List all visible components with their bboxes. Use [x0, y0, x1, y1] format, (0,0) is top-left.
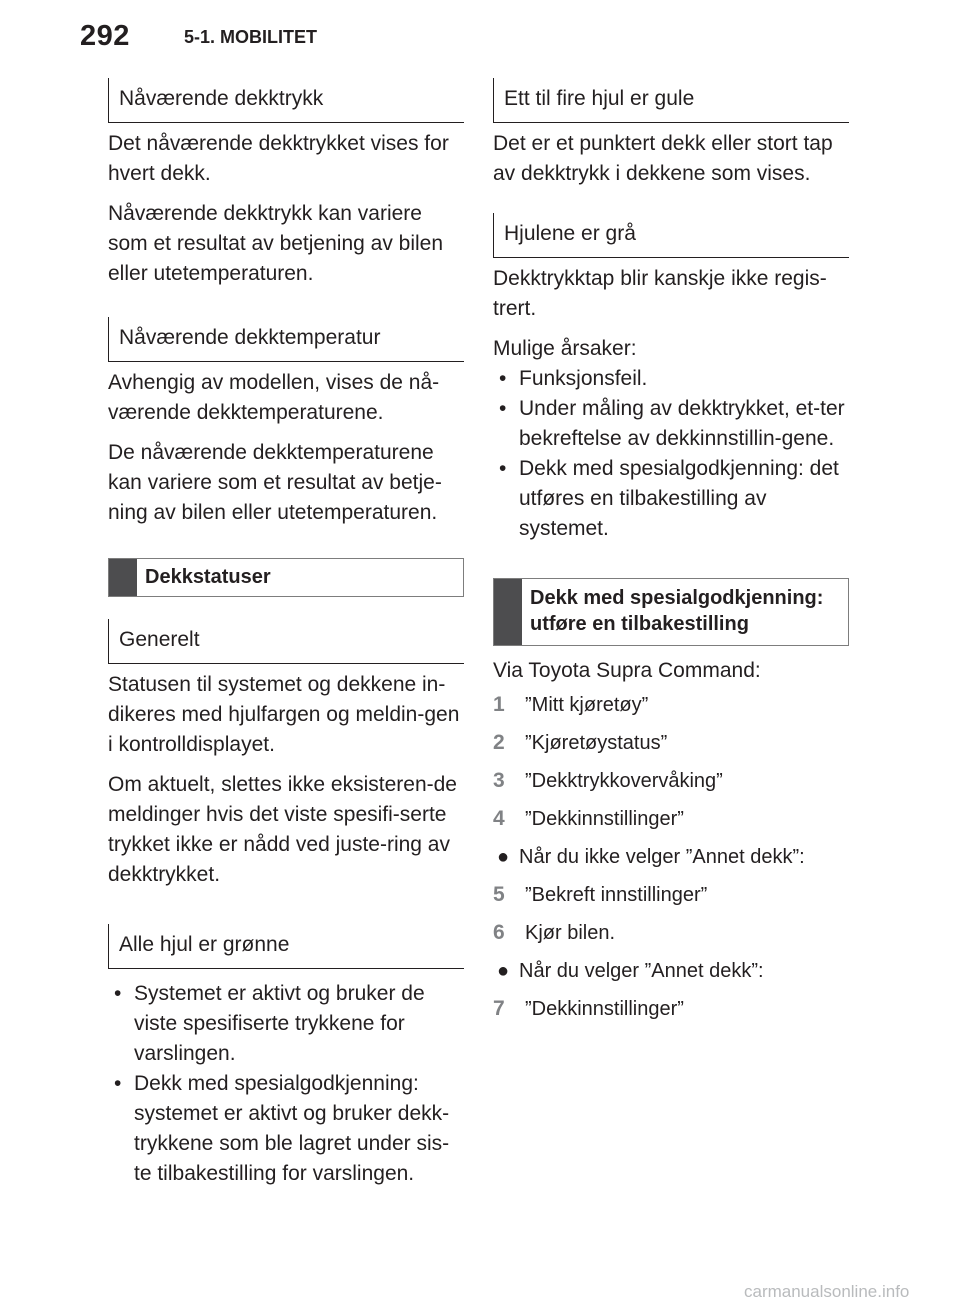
step-text: ”Dekktrykkovervåking”: [525, 770, 723, 792]
step-number: 6: [493, 921, 505, 944]
step-number: 7: [493, 997, 505, 1020]
step-text: ”Dekkinnstillinger”: [525, 998, 684, 1020]
step-number: 4: [493, 807, 505, 830]
step-condition: [493, 842, 849, 872]
step-item: [493, 766, 849, 796]
left-column: [108, 76, 464, 1189]
step-number: 3: [493, 769, 505, 792]
section-heading-reset: [493, 578, 849, 646]
step-item: [493, 880, 849, 910]
section-heading-label: Dekk med spesialgodkjenning: utføre en tilbakestilling: [530, 587, 824, 635]
paragraph: Nåværende dekktrykk kan variere som et resultat av betjening av bilen eller utetemperaturen.: [108, 202, 444, 285]
step-item: [493, 690, 849, 720]
subheading-general: Generelt: [108, 619, 464, 664]
paragraph: De nåværende dekktemperaturene kan variere som et resultat av betje-ning av bilen eller utetemperaturen.: [108, 441, 442, 524]
subheading-yellow-wheels: Ett til fire hjul er gule: [493, 78, 849, 123]
paragraph: Om aktuelt, slettes ikke eksisteren-de meldinger hvis det viste spesifi-serte trykket ikke er nådd ved juste-ring av dekktrykket.: [108, 773, 457, 886]
bullet-list: [108, 979, 464, 1189]
step-text: Kjør bilen.: [525, 922, 616, 944]
paragraph: Avhengig av modellen, vises de nå-værende dekktemperaturene.: [108, 371, 440, 424]
section-heading-tire-status: [108, 558, 464, 597]
bullet-list-causes: [493, 364, 849, 544]
step-text: ”Dekkinnstillinger”: [525, 808, 684, 830]
step-list: [493, 690, 849, 1024]
list-item: • Dekk med spesialgodkjenning: systemet er aktivt og bruker dekk-trykkene som ble lagret under sis-te tilbakestilling for varslingen.: [108, 1069, 464, 1189]
step-text: ”Bekreft innstillinger”: [525, 884, 708, 906]
bullet-dot-icon: ●: [497, 846, 510, 868]
step-text: Når du ikke velger ”Annet dekk”:: [519, 846, 805, 868]
paragraph: Dekktrykktap blir kanskje ikke regis-trert.: [493, 267, 827, 320]
paragraph: Via Toyota Supra Command:: [493, 659, 761, 682]
list-item: • Dekk med spesialgodkjenning: det utføres en tilbakestilling av systemet.: [493, 454, 849, 544]
step-number: 2: [493, 731, 505, 754]
page-number: 292: [80, 20, 130, 52]
right-column: [493, 76, 849, 1024]
section-marker: [494, 579, 522, 645]
watermark: carmanualsonline.info: [744, 1282, 910, 1301]
bullet-dot-icon: ●: [497, 960, 510, 982]
step-condition: [493, 956, 849, 986]
chapter-title: 5-1. MOBILITET: [184, 27, 318, 47]
paragraph: Det nåværende dekktrykket vises for hvert dekk.: [108, 132, 449, 185]
step-item: [493, 728, 849, 758]
step-text: Når du velger ”Annet dekk”:: [519, 960, 764, 982]
section-heading-label: Dekkstatuser: [145, 566, 271, 588]
subheading-current-pressure: Nåværende dekktrykk: [108, 78, 464, 123]
step-item: [493, 918, 849, 948]
step-number: 1: [493, 693, 505, 716]
paragraph: Mulige årsaker:: [493, 337, 637, 360]
paragraph: Det er et punktert dekk eller stort tap av dekktrykk i dekkene som vises.: [493, 132, 833, 185]
step-text: ”Mitt kjøretøy”: [525, 694, 649, 716]
paragraph: Statusen til systemet og dekkene in-dikeres med hjulfargen og meldin-gen i kontrolldisplayet.: [108, 673, 460, 756]
step-number: 5: [493, 883, 505, 906]
list-item: • Systemet er aktivt og bruker de viste spesifiserte trykkene for varslingen.: [108, 979, 464, 1069]
subheading-all-green: Alle hjul er grønne: [108, 924, 464, 969]
step-text: ”Kjøretøystatus”: [525, 732, 668, 754]
step-item: [493, 994, 849, 1024]
section-marker: [109, 559, 137, 596]
subheading-grey-wheels: Hjulene er grå: [493, 213, 849, 258]
step-item: [493, 804, 849, 834]
list-item: • Under måling av dekktrykket, et-ter bekreftelse av dekkinnstillin-gene.: [493, 394, 849, 454]
subheading-current-temperature: Nåværende dekktemperatur: [108, 317, 464, 362]
list-item: • Funksjonsfeil.: [493, 364, 849, 394]
